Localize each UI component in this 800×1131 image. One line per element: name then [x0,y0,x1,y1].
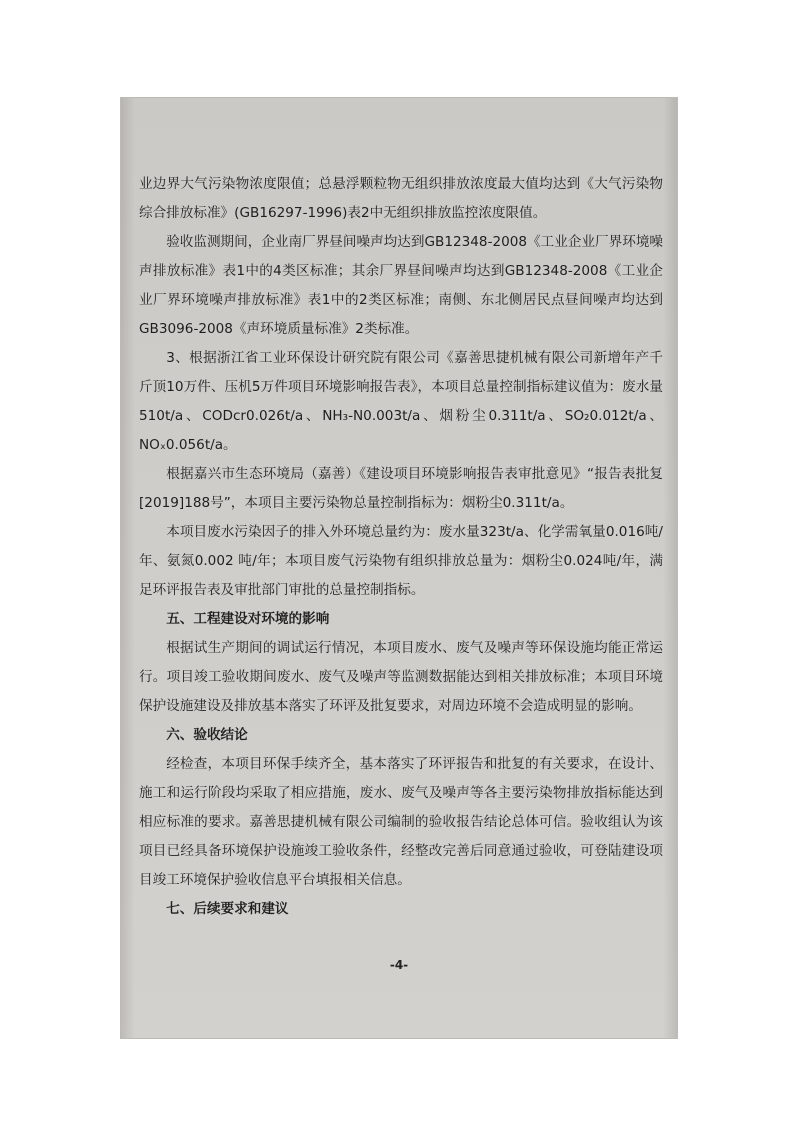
section-heading-environmental-impact: 五、工程建设对环境的影响 [166,611,330,627]
scanned-document-page [121,98,677,1038]
document-body [139,170,663,924]
paragraph-noise-monitoring: 验收监测期间，企业南厂界昼间噪声均达到GB12348-2008《工业企业厂界环境噪声排放标准》表1中的4类区标准；其余厂界昼间噪声均达到GB12348-2008《工业企业厂界环境噪声排放标准》表1中的2类区标准；南侧、东北侧居民点昼间噪声均达到GB3096-2008《声环境质量标准》2类标准。 [139,234,664,337]
section-heading-follow-up: 七、后续要求和建议 [166,901,289,917]
page-number: -4- [389,958,409,972]
section-heading-acceptance-conclusion: 六、验收结论 [166,727,248,743]
page-left-shadow [121,98,135,1038]
paragraph-environmental-impact: 根据试生产期间的调试运行情况，本项目废水、废气及噪声等环保设施均能正常运行。项目竣工验收期间废水、废气及噪声等监测数据能达到相关排放标准；本项目环境保护设施建设及排放基本落实了环评及批复要求，对周边环境不会造成明显的影响。 [139,640,663,714]
paragraph-discharge-totals: 本项目废水污染因子的排入外环境总量约为：废水量323t/a、化学需氧量0.016吨/年、氨氮0.002 吨/年；本项目废气污染物有组织排放总量为：烟粉尘0.024吨/年，满足环评报告表及审批部门审批的总量控制指标。 [139,524,663,598]
paragraph-approval-opinion: 根据嘉兴市生态环境局（嘉善）《建设项目环境影响报告表审批意见》“报告表批复[2019]188号”，本项目主要污染物总量控制指标为：烟粉尘0.311t/a。 [139,466,663,511]
page-right-shadow [663,98,677,1038]
paragraph-total-control-suggested: 3、根据浙江省工业环保设计研究院有限公司《嘉善思捷机械有限公司新增年产千斤顶10万件、压机5万件项目环境影响报告表》，本项目总量控制指标建议值为：废水量510t/a、CODcr0.026t/a、NH₃-N0.003t/a、烟粉尘0.311t/a、SO₂0.012t/a、NOₓ0.056t/a。 [139,350,663,453]
paragraph-air-standards: 业边界大气污染物浓度限值；总悬浮颗粒物无组织排放浓度最大值均达到《大气污染物综合排放标准》(GB16297-1996)表2中无组织排放监控浓度限值。 [139,176,663,221]
paragraph-acceptance-conclusion: 经检查，本项目环保手续齐全，基本落实了环评报告和批复的有关要求，在设计、施工和运行阶段均采取了相应措施，废水、废气及噪声等各主要污染物排放指标能达到相应标准的要求。嘉善思捷机械有限公司编制的验收报告结论总体可信。验收组认为该项目已经具备环境保护设施竣工验收条件，经整改完善后同意通过验收，可登陆建设项目竣工环境保护验收信息平台填报相关信息。 [139,756,663,888]
